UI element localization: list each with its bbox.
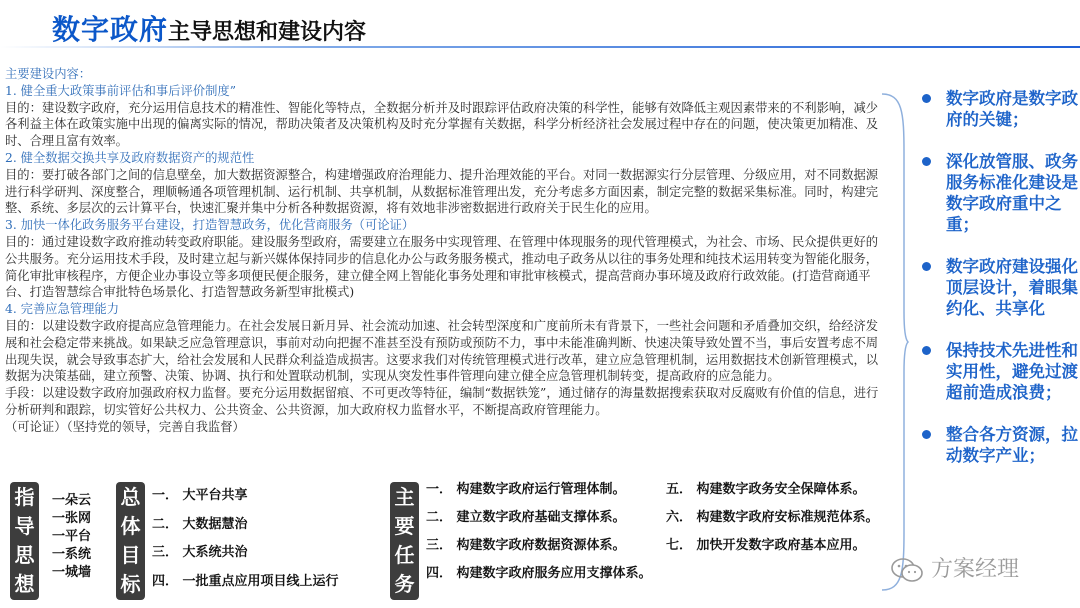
section-paragraph: 目的：通过建设数字政府推动转变政府职能。建设服务型政府，需要建立在服务中实现管理、在管理中体现服务的现代管理模式，为社会、市场、民众提供更好的公共服务。充分运用技术手段，及时建立起与新兴媒体保持同步的信息化办公与政务服务模式，推动电子政务从以往的事务处理和纯技术运用转变为智能化服务，简化审批审核程序，方便企业办事设立等多项便民便企服务，建立健全网上智能化事务处理和审批审核模式，提高营商办事环境及政府行政效能。(打造营商通平台、打造智慧综合审批特色场景化、打造智慧政务新型审批模式) xyxy=(5,234,879,300)
goal-item: 四． 一批重点应用项目线上运行 xyxy=(152,573,339,589)
section-heading: 2. 健全数据交换共享及政府数据资产的规范性 xyxy=(5,150,255,165)
task-item: 五． 构建数字政务安全保障体系。 xyxy=(666,482,866,497)
goals-label: 总 体 目 标 xyxy=(116,482,145,600)
wechat-icon xyxy=(890,557,924,583)
bullet-dot-icon xyxy=(922,346,931,355)
bullet-dot-icon xyxy=(922,157,931,166)
content-intro: 主要建设内容： xyxy=(5,67,92,81)
key-points-list xyxy=(920,88,1078,487)
section-paragraph: 目的：要打破各部门之间的信息壁垒，加大数据资源整合，构建增强政府治理能力、提升治理效能的平台。对同一数据源实行分层管理、分级应用，对不同数据源进行科学研判、深度整合，理顺畅通各项管理机制、运行机制、共享机制，从数据标准管理出发，充分考虑多方面因素，制定完整的数据采集标准。同时，构建完整、系统、多层次的云计算平台，快速汇聚并集中分析各种数据资源，将有效地非涉密数据进行政府关于民生化的应用。 xyxy=(5,167,879,216)
task-item: 三． 构建数字政府数据资源体系。 xyxy=(426,538,626,553)
guiding-item: 一平台 xyxy=(52,529,92,544)
section-paragraph: 目的：建设数字政府，充分运用信息技术的精准性、智能化等特点，全数据分析并及时跟踪评估政府决策的科学性，能够有效降低主观因素带来的不利影响，减少各利益主体在政策实施中出现的偏离实际的情况，帮助决策者及决策机构及时充分掌握有关数据，科学分析经济社会发展过程中存在的问题，使决策更加精准、及时、合理且富有效率。 xyxy=(5,100,879,149)
task-item: 一． 构建数字政府运行管理体制。 xyxy=(426,482,626,497)
goal-item: 二． 大数据慧治 xyxy=(152,516,248,532)
title-divider xyxy=(0,46,1080,48)
guiding-label: 指 导 思 想 xyxy=(10,482,39,600)
guiding-item: 一朵云 xyxy=(52,493,92,508)
section-heading: 3. 加快一体化政务服务平台建设，打造智慧政务，优化营商服务（可论证） xyxy=(5,218,415,233)
page-title-rest: 主导思想和建设内容 xyxy=(168,20,367,45)
task-row xyxy=(426,504,879,532)
section-paragraph: 目的：以建设数字政府提高应急管理能力。在社会发展日新月异、社会流动加速、社会转型深度和广度前所未有背景下，一些社会问题和矛盾叠加交织，给经济发展和社会稳定带来挑战。如果缺乏应急管理意识，事前对动向把握不准甚至没有预防或预防不力，事中未能准确判断、快速决策导致处置不当，事后安置考虑不周出现失误，就会导致事态扩大，给社会发展和人民群众利益造成损害。这要求我们对传统管理模式进行改革，建立应急管理机制，运用数据技术创新管理模式，以数据为决策基础，建立预警、决策、协调、执行和处置联动机制，实现从突发性事件管理向建立健全应急管理机制转变，提高政府的应急能力。 xyxy=(5,318,879,384)
section-paragraph: 手段：以建设数字政府加强政府权力监督。要充分运用数据留痕、不可更改等特征，编制“数据铁笼”，通过储存的海量数据搜索获取对反腐败有价值的信息，进行分析研判和跟踪，切实管好公共权力、公共资金、公共资源，加大政府权力监督水平，不断提高政府管理能力。 xyxy=(5,386,879,417)
tasks-label: 主 要 任 务 xyxy=(390,482,419,600)
key-point: 数字政府是数字政府的关键； xyxy=(920,88,1078,130)
tasks-list xyxy=(426,476,879,588)
watermark-text: 方案经理 xyxy=(931,557,1020,582)
guiding-item: 一系统 xyxy=(52,547,92,562)
task-item: 六． 构建数字政府安标准规范体系。 xyxy=(666,510,879,525)
page-title xyxy=(52,8,366,48)
bullet-dot-icon xyxy=(922,94,931,103)
key-point: 深化放管服、政务服务标准化建设是数字政府重中之重； xyxy=(920,151,1078,235)
task-row xyxy=(426,560,879,588)
goal-item: 三． 大系统共治 xyxy=(152,545,248,560)
section-paragraph: （可论证）（坚持党的领导，完善自我监督） xyxy=(5,419,245,434)
task-row xyxy=(426,532,879,560)
goals-list xyxy=(152,482,339,596)
task-row xyxy=(426,476,879,504)
bullet-dot-icon xyxy=(922,262,931,271)
section-heading: 4. 完善应急管理能力 xyxy=(5,302,120,317)
key-point: 保持技术先进性和实用性，避免过渡超前造成浪费； xyxy=(920,340,1078,403)
watermark xyxy=(890,552,1019,583)
bullet-dot-icon xyxy=(922,430,931,439)
guiding-item: 一城墙 xyxy=(52,565,92,580)
section-heading: 1. 健全重大政策事前评估和事后评价制度” xyxy=(5,83,236,98)
guiding-item: 一张网 xyxy=(52,511,92,526)
curly-brace-icon xyxy=(880,92,910,592)
guiding-list xyxy=(52,492,91,582)
task-item: 七． 加快开发数字政府基本应用。 xyxy=(666,538,866,553)
task-item: 二． 建立数字政府基础支撑体系。 xyxy=(426,510,626,525)
key-point: 数字政府建设强化顶层设计，着眼集约化、共享化 xyxy=(920,256,1078,319)
main-content xyxy=(5,66,885,436)
key-point: 整合各方资源，拉动数字产业； xyxy=(920,424,1078,466)
page-title-highlight: 数字政府 xyxy=(52,13,169,46)
goal-item: 一． 大平台共享 xyxy=(152,488,248,503)
task-item: 四． 构建数字政府服务应用支撑体系。 xyxy=(426,566,652,581)
